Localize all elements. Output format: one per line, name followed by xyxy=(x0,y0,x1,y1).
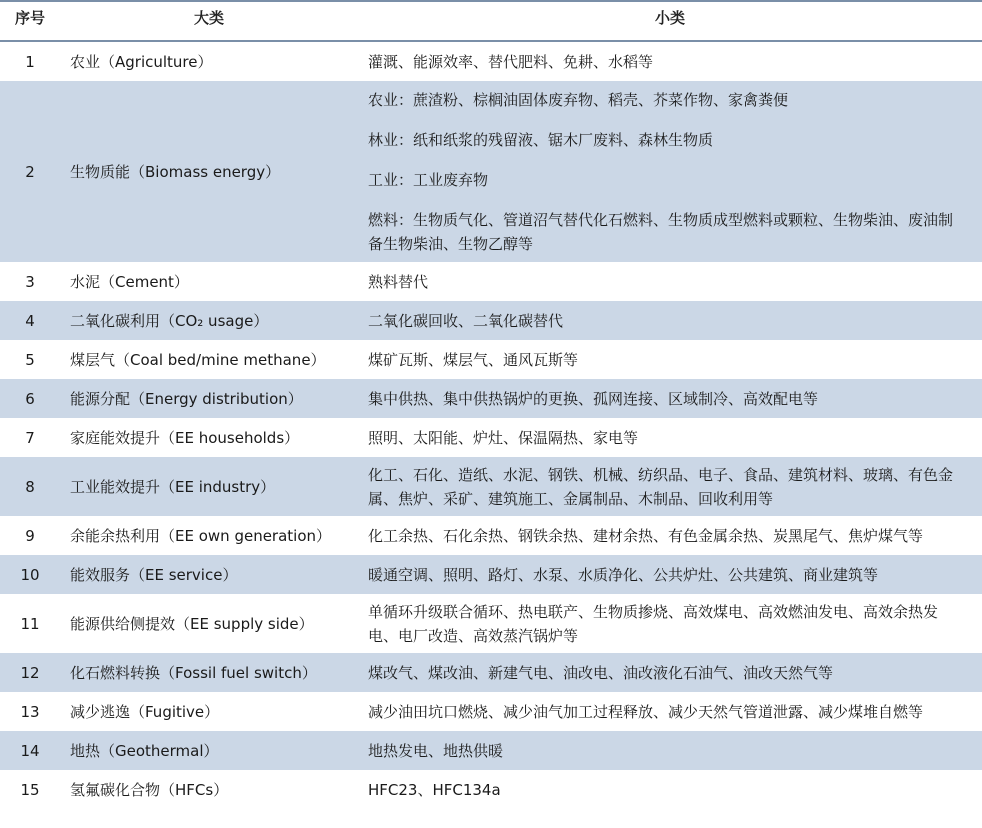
row-category: 农业（Agriculture） xyxy=(70,52,213,71)
table-row xyxy=(0,594,982,653)
row-subcategory xyxy=(358,81,982,262)
row-subcategory: 地热发电、地热供暖 xyxy=(358,731,982,770)
row-no: 6 xyxy=(0,379,60,418)
row-subcategory: HFC23、HFC134a xyxy=(368,780,501,799)
row-no: 7 xyxy=(25,428,35,447)
row-category: 余能余热利用（EE own generation） xyxy=(70,526,332,545)
table-row xyxy=(0,418,982,457)
subcategory-line: 林业：纸和纸浆的残留液、锯木厂废料、森林生物质 xyxy=(368,130,714,149)
row-category: 能源分配（Energy distribution） xyxy=(60,379,358,418)
row-category: 地热（Geothermal） xyxy=(60,731,358,770)
table-row xyxy=(0,340,982,379)
table-row xyxy=(0,379,982,418)
row-subcategory: 单循环升级联合循环、热电联产、生物质掺烧、高效煤电、高效燃油发电、高效余热发电、电厂改造、高效蒸汽锅炉等 xyxy=(368,602,939,645)
row-category: 能效服务（EE service） xyxy=(60,555,358,594)
row-no: 4 xyxy=(0,301,60,340)
row-no: 13 xyxy=(20,702,40,721)
table-row xyxy=(0,692,982,731)
row-category: 生物质能（Biomass energy） xyxy=(60,81,358,262)
table-row xyxy=(0,770,982,809)
row-category: 减少逃逸（Fugitive） xyxy=(70,702,220,721)
table-row xyxy=(0,41,982,81)
table-row xyxy=(0,516,982,555)
table-row xyxy=(0,653,982,692)
row-category: 水泥（Cement） xyxy=(70,272,189,291)
row-no: 2 xyxy=(0,81,60,262)
row-no: 11 xyxy=(20,614,40,633)
row-subcategory: 灌溉、能源效率、替代肥料、免耕、水稻等 xyxy=(368,52,654,71)
row-subcategory: 集中供热、集中供热锅炉的更换、孤网连接、区域制冷、高效配电等 xyxy=(358,379,982,418)
row-category: 氢氟碳化合物（HFCs） xyxy=(70,780,229,799)
header-category: 大类 xyxy=(193,9,224,27)
row-category: 能源供给侧提效（EE supply side） xyxy=(70,614,314,633)
row-category: 工业能效提升（EE industry） xyxy=(60,457,358,516)
row-no: 15 xyxy=(20,780,40,799)
table-row xyxy=(0,262,982,301)
table-header-row xyxy=(0,1,982,41)
row-subcategory: 减少油田坑口燃烧、减少油气加工过程释放、减少天然气管道泄露、减少煤堆自燃等 xyxy=(368,702,924,721)
header-subcategory: 小类 xyxy=(654,9,685,27)
row-no: 10 xyxy=(0,555,60,594)
row-subcategory: 熟料替代 xyxy=(368,272,429,291)
table-row xyxy=(0,731,982,770)
row-subcategory: 照明、太阳能、炉灶、保温隔热、家电等 xyxy=(368,428,639,447)
row-no: 14 xyxy=(0,731,60,770)
table-row xyxy=(0,81,982,262)
row-no: 8 xyxy=(0,457,60,516)
subcategory-line: 工业：工业废弃物 xyxy=(368,170,489,189)
table-row xyxy=(0,555,982,594)
row-category: 煤层气（Coal bed/mine methane） xyxy=(70,350,326,369)
row-subcategory: 暖通空调、照明、路灯、水泵、水质净化、公共炉灶、公共建筑、商业建筑等 xyxy=(358,555,982,594)
table-row xyxy=(0,301,982,340)
row-subcategory: 二氧化碳回收、二氧化碳替代 xyxy=(358,301,982,340)
subcategory-line: 农业：蔗渣粉、棕榈油固体废弃物、稻壳、芥菜作物、家禽粪便 xyxy=(368,90,789,109)
subcategory-line: 燃料：生物质气化、管道沼气替代化石燃料、生物质成型燃料或颗粒、生物柴油、废油制备生物柴油、生物乙醇等 xyxy=(368,210,954,253)
row-subcategory: 化工余热、石化余热、钢铁余热、建材余热、有色金属余热、炭黑尾气、焦炉煤气等 xyxy=(368,526,924,545)
row-no: 9 xyxy=(25,526,35,545)
row-subcategory: 煤改气、煤改油、新建气电、油改电、油改液化石油气、油改天然气等 xyxy=(358,653,982,692)
row-no: 3 xyxy=(25,272,35,291)
row-subcategory: 煤矿瓦斯、煤层气、通风瓦斯等 xyxy=(368,350,579,369)
row-category: 家庭能效提升（EE households） xyxy=(70,428,300,447)
row-no: 5 xyxy=(25,350,35,369)
header-no: 序号 xyxy=(14,9,45,27)
row-no: 1 xyxy=(25,52,35,71)
row-category: 二氧化碳利用（CO₂ usage） xyxy=(60,301,358,340)
row-no: 12 xyxy=(0,653,60,692)
row-subcategory: 化工、石化、造纸、水泥、钢铁、机械、纺织品、电子、食品、建筑材料、玻璃、有色金属、焦炉、采矿、建筑施工、金属制品、木制品、回收利用等 xyxy=(358,457,982,516)
table-row xyxy=(0,457,982,516)
row-category: 化石燃料转换（Fossil fuel switch） xyxy=(60,653,358,692)
